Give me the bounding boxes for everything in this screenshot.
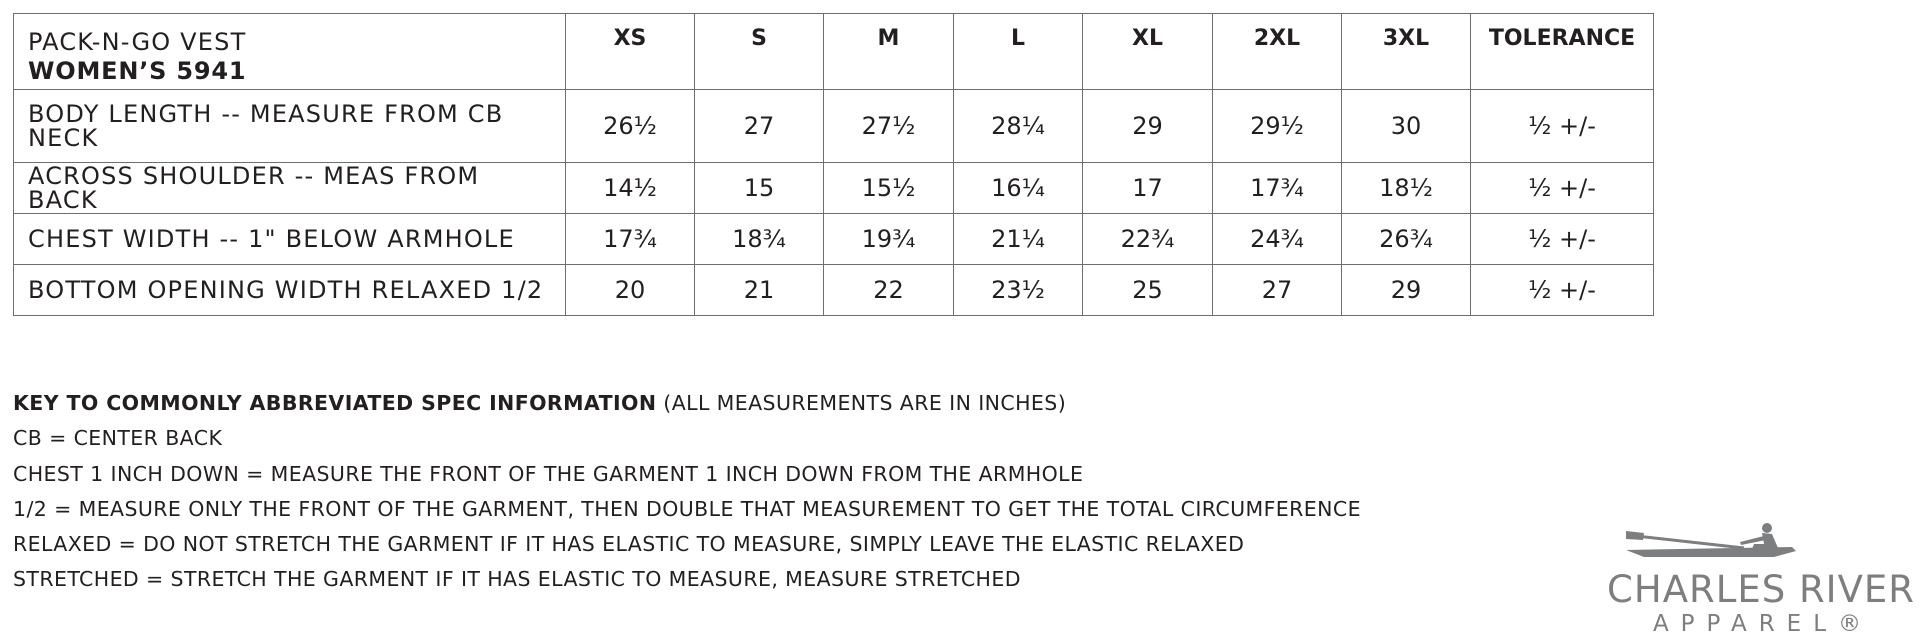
measurement-value: 25: [1083, 265, 1213, 316]
table-row: [14, 265, 1654, 316]
measurement-value: 22: [824, 265, 954, 316]
key-line: 1/2 = MEASURE ONLY THE FRONT OF THE GARMENT, THEN DOUBLE THAT MEASUREMENT TO GET THE TOTAL CIRCUMFERENCE: [13, 496, 1361, 521]
measurement-value: 30: [1342, 90, 1471, 163]
key-line: CB = CENTER BACK: [13, 426, 223, 451]
measurement-value: 18½: [1342, 163, 1471, 214]
tolerance-value: ½ +/-: [1471, 265, 1654, 316]
measurement-value: 18¾: [695, 214, 824, 265]
measurement-value: 26½: [566, 90, 695, 163]
table-row: [14, 214, 1654, 265]
tolerance-value: ½ +/-: [1471, 90, 1654, 163]
measurement-label: BODY LENGTH -- MEASURE FROM CB NECK: [14, 90, 566, 163]
key-heading: [13, 386, 1361, 421]
size-header-2xl: 2XL: [1213, 14, 1342, 90]
measurement-value: 17¾: [566, 214, 695, 265]
measurement-value: 27: [1213, 265, 1342, 316]
measurement-value: 17¾: [1213, 163, 1342, 214]
key-line: CHEST 1 INCH DOWN = MEASURE THE FRONT OF THE GARMENT 1 INCH DOWN FROM THE ARMHOLE: [13, 461, 1084, 486]
measurement-value: 17: [1083, 163, 1213, 214]
rower-icon: [1624, 520, 1804, 568]
brand-subtitle: APPAREL®: [1652, 611, 1874, 637]
tolerance-value: ½ +/-: [1471, 214, 1654, 265]
measurement-value: 19¾: [824, 214, 954, 265]
measurement-value: 29½: [1213, 90, 1342, 163]
measurement-label: BOTTOM OPENING WIDTH RELAXED 1/2: [14, 265, 566, 316]
abbreviation-key: [13, 386, 1361, 598]
key-title: KEY TO COMMONLY ABBREVIATED SPEC INFORMATION: [13, 391, 657, 415]
measurement-label: CHEST WIDTH -- 1" BELOW ARMHOLE: [14, 214, 566, 265]
size-header-xl: XL: [1083, 14, 1213, 90]
measurement-value: 21¼: [954, 214, 1083, 265]
size-header-xs: XS: [566, 14, 695, 90]
measurement-value: 29: [1342, 265, 1471, 316]
measurement-value: 22¾: [1083, 214, 1213, 265]
measurement-value: 21: [695, 265, 824, 316]
measurement-value: 20: [566, 265, 695, 316]
table-header-row: [14, 14, 1654, 90]
key-line: STRETCHED = STRETCH THE GARMENT IF IT HAS ELASTIC TO MEASURE, MEASURE STRETCHED: [13, 567, 1021, 592]
size-spec-table: [13, 13, 1654, 316]
measurement-value: 27½: [824, 90, 954, 163]
tolerance-header: TOLERANCE: [1471, 14, 1654, 90]
measurement-value: 26¾: [1342, 214, 1471, 265]
product-style: WOMEN’S 5941: [28, 57, 247, 85]
table-row: [14, 90, 1654, 163]
product-name: PACK-N-GO VEST: [28, 28, 247, 56]
key-subtitle: (ALL MEASUREMENTS ARE IN INCHES): [656, 391, 1067, 415]
measurement-value: 15: [695, 163, 824, 214]
measurement-value: 23½: [954, 265, 1083, 316]
measurement-value: 16¼: [954, 163, 1083, 214]
measurement-value: 14½: [566, 163, 695, 214]
brand-name: CHARLES RIVER: [1607, 568, 1915, 611]
measurement-value: 29: [1083, 90, 1213, 163]
size-header-s: S: [695, 14, 824, 90]
key-line: RELAXED = DO NOT STRETCH THE GARMENT IF IT HAS ELASTIC TO MEASURE, SIMPLY LEAVE THE ELASTIC RELAXED: [13, 532, 1245, 557]
size-header-3xl: 3XL: [1342, 14, 1471, 90]
tolerance-value: ½ +/-: [1471, 163, 1654, 214]
measurement-value: 15½: [824, 163, 954, 214]
measurement-label: ACROSS SHOULDER -- MEAS FROM BACK: [14, 163, 566, 214]
size-header-m: M: [824, 14, 954, 90]
brand-logo: [1606, 520, 1916, 637]
measurement-value: 28¼: [954, 90, 1083, 163]
size-header-l: L: [954, 14, 1083, 90]
measurement-value: 27: [695, 90, 824, 163]
table-row: [14, 163, 1654, 214]
measurement-value: 24¾: [1213, 214, 1342, 265]
product-heading: [14, 14, 566, 90]
